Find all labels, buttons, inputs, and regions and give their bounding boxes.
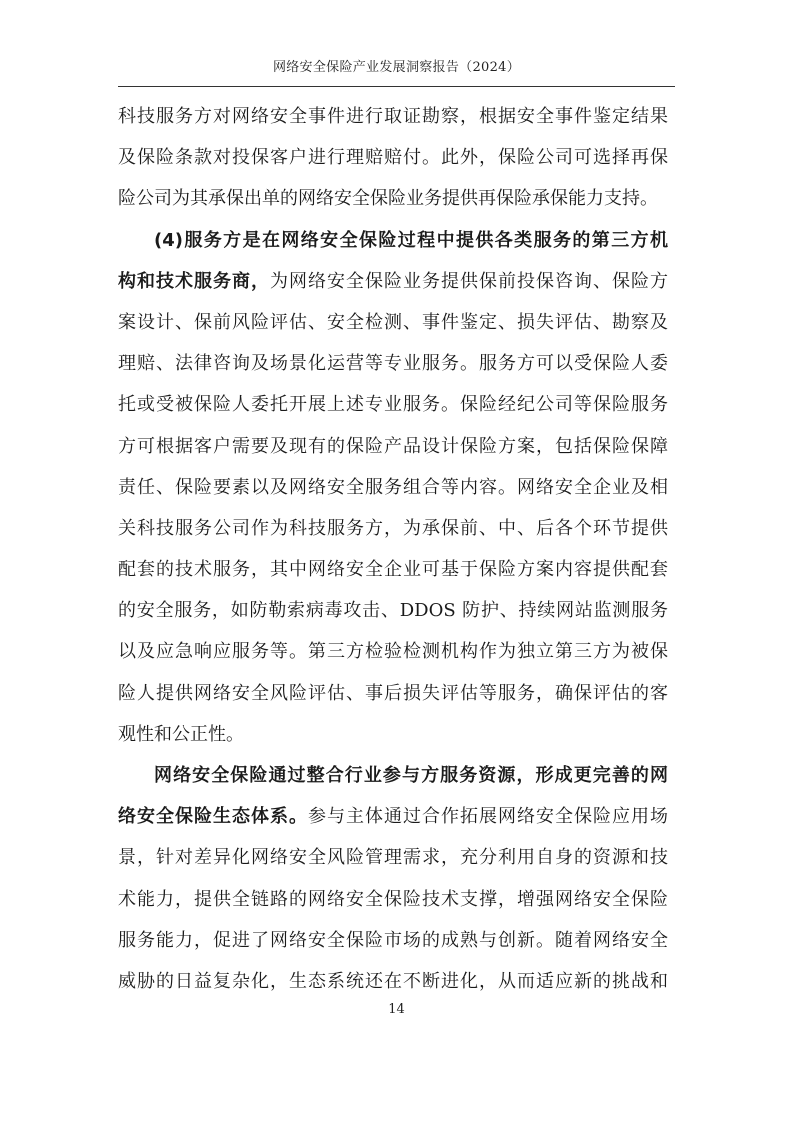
bold-text-segment: (4)服务方是在网络安全保险过程中提供各类服务的第三方机 (154, 229, 668, 251)
bold-text-segment: 构和技术服务商， (118, 270, 270, 292)
text-segment: 险人提供网络安全风险评估、事后损失评估等服务，确保评估的客 (118, 682, 668, 704)
text-line (118, 631, 668, 672)
text-segment: 及保险条款对投保客户进行理赔赔付。此外，保险公司可选择再保 (118, 147, 668, 169)
text-line (118, 549, 668, 590)
text-segment: 景，针对差异化网络安全风险管理需求，充分利用自身的资源和技 (118, 847, 668, 869)
text-segment: 责任、保险要素以及网络安全服务组合等内容。网络安全企业及相 (118, 476, 668, 498)
text-line (118, 755, 668, 796)
text-segment: 理赔、法律咨询及场景化运营等专业服务。服务方可以受保险人委 (118, 353, 668, 375)
text-line (118, 714, 668, 755)
page-number: 14 (388, 1002, 405, 1017)
body-text (118, 96, 668, 1002)
text-line (118, 590, 668, 631)
text-line (118, 302, 668, 343)
text-segment: 以及应急响应服务等。第三方检验检测机构作为独立第三方为被保 (118, 641, 668, 663)
text-line (118, 137, 668, 178)
text-segment: 服务能力，促进了网络安全保险市场的成熟与创新。随着网络安全 (118, 929, 668, 951)
text-line (118, 96, 668, 137)
text-segment: 方可根据客户需要及现有的保险产品设计保险方案，包括保险保障 (118, 435, 668, 457)
text-segment: 险公司为其承保出单的网络安全保险业务提供再保险承保能力支持。 (118, 188, 658, 210)
text-line (118, 426, 668, 467)
text-line (118, 920, 668, 961)
text-line (118, 961, 668, 1002)
text-segment: 为网络安全保险业务提供保前投保咨询、保险方 (270, 270, 668, 292)
text-segment: 术能力，提供全链路的网络安全保险技术支撑，增强网络安全保险 (118, 888, 668, 910)
text-line (118, 508, 668, 549)
text-segment: 关科技服务公司作为科技服务方，为承保前、中、后各个环节提供 (118, 517, 668, 539)
text-segment: 参与主体通过合作拓展网络安全保险应用场 (308, 806, 668, 828)
text-line (118, 796, 668, 837)
text-line (118, 343, 668, 384)
text-segment: 案设计、保前风险评估、安全检测、事件鉴定、损失评估、勘察及 (118, 311, 668, 333)
bold-text-segment: 网络安全保险通过整合行业参与方服务资源，形成更完善的网 (154, 765, 668, 786)
running-header: 网络安全保险产业发展洞察报告（2024） (272, 60, 521, 75)
text-line (118, 384, 668, 425)
text-segment: 科技服务方对网络安全事件进行取证勘察，根据安全事件鉴定结果 (118, 106, 668, 127)
text-line (118, 467, 668, 508)
bold-text-segment: 络安全保险生态体系。 (118, 806, 308, 828)
text-segment: 威胁的日益复杂化，生态系统还在不断进化，从而适应新的挑战和 (118, 970, 668, 992)
text-line (118, 837, 668, 878)
text-line (118, 879, 668, 920)
text-segment: 配套的技术服务，其中网络安全企业可基于保险方案内容提供配套 (118, 559, 668, 581)
header-divider (118, 86, 675, 87)
text-line (118, 261, 668, 302)
text-segment: 观性和公正性。 (118, 723, 244, 745)
text-segment: 托或受被保险人委托开展上述专业服务。保险经纪公司等保险服务 (118, 394, 668, 416)
text-segment: 的安全服务，如防勒索病毒攻击、DDOS 防护、持续网站监测服务 (118, 600, 668, 622)
text-line (118, 220, 668, 261)
text-line (118, 178, 668, 219)
text-line (118, 673, 668, 714)
